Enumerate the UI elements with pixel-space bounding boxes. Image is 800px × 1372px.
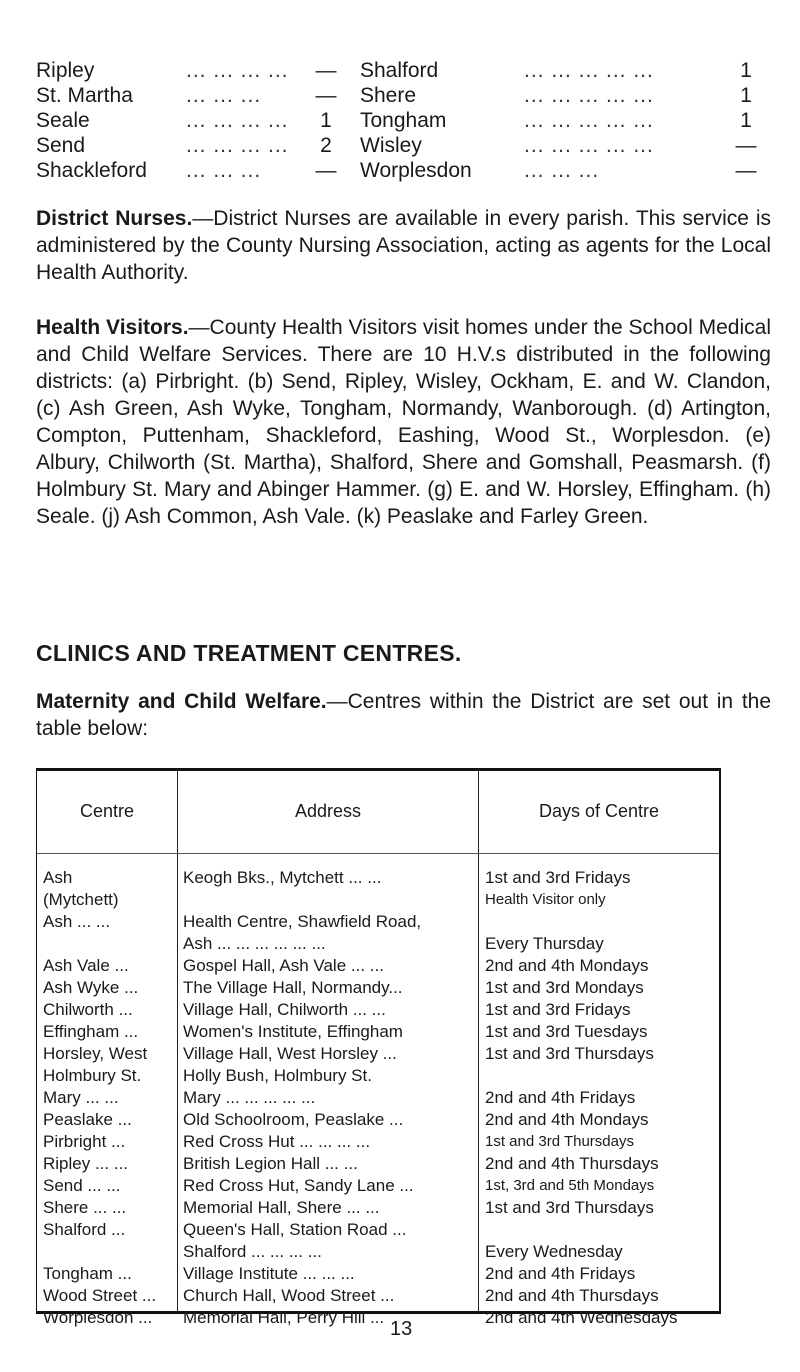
table-cell-address: Memorial Hall, Shere ... ... bbox=[183, 1198, 380, 1217]
leader-dots: ... ... ... bbox=[186, 159, 262, 182]
table-cell-centre: Peaslake ... bbox=[43, 1110, 132, 1129]
table-cell-days: Health Visitor only bbox=[485, 891, 606, 908]
table-cell-days: 1st and 3rd Fridays bbox=[485, 1000, 631, 1019]
parish-name: Send bbox=[36, 134, 86, 157]
leader-dots: ... ... ... ... ... bbox=[524, 109, 654, 132]
table-cell-days: 1st and 3rd Thursdays bbox=[485, 1198, 654, 1217]
table-cell-days: 1st and 3rd Thursdays bbox=[485, 1133, 634, 1150]
table-cell-days: 2nd and 4th Wednesdays bbox=[485, 1308, 678, 1327]
table-cell-days: 2nd and 4th Mondays bbox=[485, 1110, 649, 1129]
parish-name: Seale bbox=[36, 109, 90, 132]
table-row bbox=[37, 889, 719, 911]
header-rule bbox=[37, 853, 719, 854]
table-row bbox=[37, 1175, 719, 1197]
parish-count: 1 bbox=[740, 84, 752, 107]
table-cell-days: 1st and 3rd Tuesdays bbox=[485, 1022, 648, 1041]
table-row bbox=[37, 977, 719, 999]
table-cell-centre: Ripley ... ... bbox=[43, 1154, 129, 1173]
leader-dots: ... ... ... ... bbox=[186, 109, 289, 132]
leader-dots: ... ... ... ... ... bbox=[524, 134, 654, 157]
parish-count: — bbox=[735, 159, 757, 182]
parish-name: Shackleford bbox=[36, 159, 147, 182]
table-cell-days: Every Wednesday bbox=[485, 1242, 623, 1261]
table-cell-centre: Ash bbox=[43, 868, 73, 887]
parish-name: Wisley bbox=[360, 134, 422, 157]
column-header-address: Address bbox=[294, 801, 362, 821]
centres-table bbox=[36, 768, 721, 1327]
table-cell-address: The Village Hall, Normandy... bbox=[183, 978, 403, 997]
table-cell-centre: Chilworth ... bbox=[43, 1000, 133, 1019]
leader-dots: ... ... ... ... bbox=[186, 59, 289, 82]
health-visitors-text: —County Health Visitors visit homes under the School Medical and Child Welfare Services. There are 10 H.V.s distributed in the following districts: (a) Pirbright. (b) Send, Ripley, Wisley, Ockham, E. and W. Clandon, (c) Ash Green, Ash Wyke, Tongham, Normandy, Wanborough. (d) Artington, Compton, Puttenham, Shackleford, Eashing, Wood St., Worplesdon. (e) Albury, Chilworth (St. Martha), Shalford, Shere and Gomshall, Peasmarsh. (f) Holmbury St. Mary and Abinger Hammer. (g) E. and W. Horsley, Effingham. (h) Seale. (j) Ash Common, Ash Vale. (k) Peaslake and Farley Green. bbox=[36, 316, 771, 528]
table-row bbox=[37, 933, 719, 955]
table-cell-centre: Ash ... ... bbox=[43, 912, 111, 931]
table-row bbox=[37, 1065, 719, 1087]
column-header-centre: Centre bbox=[79, 801, 135, 821]
table-cell-address: Health Centre, Shawfield Road, bbox=[183, 912, 422, 931]
parish-name: Worplesdon bbox=[360, 159, 472, 182]
table-cell-address: Women's Institute, Effingham bbox=[183, 1022, 403, 1041]
district-nurses-title: District Nurses. bbox=[36, 207, 193, 230]
parish-count-list bbox=[36, 58, 771, 183]
parish-name: Tongham bbox=[360, 109, 447, 132]
table-row bbox=[37, 911, 719, 933]
table-cell-days: 1st and 3rd Fridays bbox=[485, 868, 631, 887]
table-cell-days: 1st, 3rd and 5th Mondays bbox=[485, 1177, 655, 1194]
table-cell-centre: Wood Street ... bbox=[43, 1286, 157, 1305]
table-cell-address: Keogh Bks., Mytchett ... ... bbox=[183, 868, 382, 887]
table-cell-address: Village Hall, Chilworth ... ... bbox=[183, 1000, 386, 1019]
parish-name: Shere bbox=[360, 84, 417, 107]
parish-count: 1 bbox=[320, 109, 332, 132]
table-cell-address: Holly Bush, Holmbury St. bbox=[183, 1066, 372, 1085]
clinics-heading: CLINICS AND TREATMENT CENTRES. bbox=[36, 640, 462, 666]
table-cell-address: Red Cross Hut ... ... ... ... bbox=[183, 1132, 371, 1151]
column-header-days: Days of Centre bbox=[538, 801, 660, 821]
parish-count: 2 bbox=[320, 134, 332, 157]
table-cell-address: British Legion Hall ... ... bbox=[183, 1154, 358, 1173]
table-cell-centre: Shalford ... bbox=[43, 1220, 126, 1239]
leader-dots: ... ... ... bbox=[524, 159, 600, 182]
table-cell-centre: (Mytchett) bbox=[43, 890, 119, 909]
table-cell-centre: Ash Wyke ... bbox=[43, 978, 139, 997]
table-cell-centre: Shere ... ... bbox=[43, 1198, 127, 1217]
parish-row bbox=[36, 158, 771, 183]
table-cell-centre: Worplesdon ... bbox=[43, 1308, 153, 1327]
table-cell-address: Shalford ... ... ... ... bbox=[183, 1242, 322, 1261]
parish-count: 1 bbox=[740, 109, 752, 132]
parish-row bbox=[36, 108, 771, 133]
table-cell-days: 2nd and 4th Thursdays bbox=[485, 1154, 659, 1173]
table-row bbox=[37, 1241, 719, 1263]
parish-count: — bbox=[315, 159, 337, 182]
table-cell-address: Village Institute ... ... ... bbox=[183, 1264, 355, 1283]
table-cell-address: Church Hall, Wood Street ... bbox=[183, 1286, 395, 1305]
leader-dots: ... ... ... ... ... bbox=[524, 59, 654, 82]
table-cell-days: Every Thursday bbox=[485, 934, 604, 953]
table-cell-days: 2nd and 4th Fridays bbox=[485, 1088, 636, 1107]
parish-row bbox=[36, 133, 771, 158]
parish-count: — bbox=[735, 134, 757, 157]
table-cell-address: Red Cross Hut, Sandy Lane ... bbox=[183, 1176, 414, 1195]
district-nurses-paragraph bbox=[36, 205, 771, 286]
table-row bbox=[37, 1307, 719, 1329]
table-cell-address: Old Schoolroom, Peaslake ... bbox=[183, 1110, 404, 1129]
table-row bbox=[37, 1219, 719, 1241]
health-visitors-title: Health Visitors. bbox=[36, 316, 189, 339]
health-visitors-paragraph bbox=[36, 314, 771, 530]
table-row bbox=[37, 1263, 719, 1285]
table-cell-centre: Ash Vale ... bbox=[43, 956, 129, 975]
table-cell-days: 1st and 3rd Thursdays bbox=[485, 1044, 654, 1063]
table-cell-address: Memorial Hall, Perry Hill ... bbox=[183, 1308, 385, 1327]
table-cell-address: Gospel Hall, Ash Vale ... ... bbox=[183, 956, 384, 975]
table-cell-centre: Tongham ... bbox=[43, 1264, 132, 1283]
table-cell-centre: Holmbury St. bbox=[43, 1066, 142, 1085]
table-row bbox=[37, 1285, 719, 1307]
parish-count: — bbox=[315, 59, 337, 82]
parish-name: Ripley bbox=[36, 59, 95, 82]
parish-name: Shalford bbox=[360, 59, 439, 82]
table-cell-days: 2nd and 4th Thursdays bbox=[485, 1286, 659, 1305]
table-cell-centre: Mary ... ... bbox=[43, 1088, 119, 1107]
leader-dots: ... ... ... ... ... bbox=[524, 84, 654, 107]
maternity-paragraph bbox=[36, 688, 771, 742]
leader-dots: ... ... ... bbox=[186, 84, 262, 107]
table-cell-centre: Effingham ... bbox=[43, 1022, 139, 1041]
table-row bbox=[37, 1197, 719, 1219]
table-cell-days: 1st and 3rd Mondays bbox=[485, 978, 644, 997]
table-row bbox=[37, 1153, 719, 1175]
leader-dots: ... ... ... ... bbox=[186, 134, 289, 157]
maternity-title: Maternity and Child Welfare. bbox=[36, 690, 327, 713]
table-cell-address: Queen's Hall, Station Road ... bbox=[183, 1220, 407, 1239]
parish-name: St. Martha bbox=[36, 84, 133, 107]
parish-count: 1 bbox=[740, 59, 752, 82]
table-cell-days: 2nd and 4th Mondays bbox=[485, 956, 649, 975]
table-row bbox=[37, 1021, 719, 1043]
table-row bbox=[37, 1087, 719, 1109]
table-cell-address: Mary ... ... ... ... ... bbox=[183, 1088, 316, 1107]
table-row bbox=[37, 955, 719, 977]
maternity-text: —Centres within the District are set out in the table below: bbox=[36, 690, 772, 740]
district-nurses-text: —District Nurses are available in every parish. This service is administered by the County Nursing Association, acting as agents for the Local Health Authority. bbox=[36, 207, 771, 284]
parish-row bbox=[36, 58, 771, 83]
table-row bbox=[37, 1043, 719, 1065]
table-row bbox=[37, 1131, 719, 1153]
table-cell-days: 2nd and 4th Fridays bbox=[485, 1264, 636, 1283]
page-number: 13 bbox=[390, 1318, 413, 1340]
table-cell-centre: Send ... ... bbox=[43, 1176, 121, 1195]
parish-row bbox=[36, 83, 771, 108]
table-cell-centre: Horsley, West bbox=[43, 1044, 148, 1063]
table-cell-centre: Pirbright ... bbox=[43, 1132, 126, 1151]
table-row bbox=[37, 999, 719, 1021]
table-cell-address: Ash ... ... ... ... ... ... bbox=[183, 934, 326, 953]
table-row bbox=[37, 1109, 719, 1131]
table-row bbox=[37, 867, 719, 889]
parish-count: — bbox=[315, 84, 337, 107]
table-cell-address: Village Hall, West Horsley ... bbox=[183, 1044, 397, 1063]
